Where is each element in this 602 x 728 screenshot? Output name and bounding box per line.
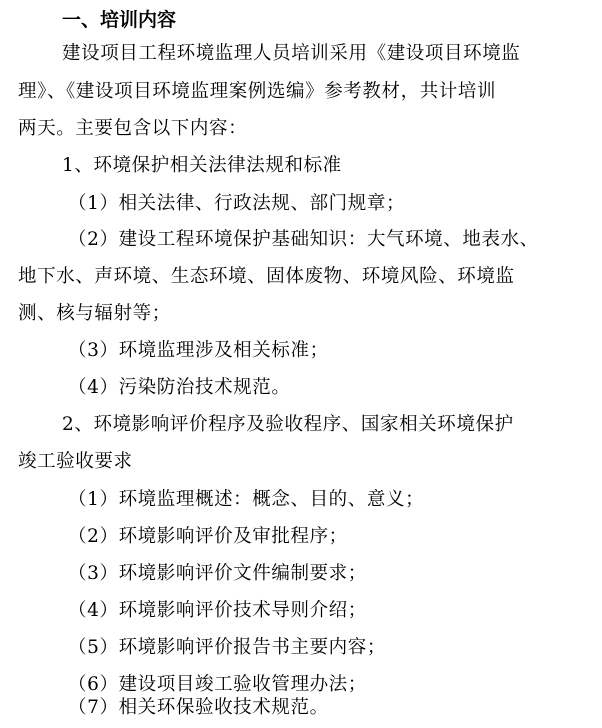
- section-heading: 一、培训内容: [62, 9, 177, 31]
- part2-item-4: （4）环境影响评价技术导则介绍；: [68, 600, 367, 621]
- part1-item-4: （4）污染防治技术规范。: [68, 377, 291, 398]
- part1-item-2-line-1: （2）建设工程环境保护基础知识：大气环境、地表水、: [68, 229, 539, 250]
- part2-item-5: （5）环境影响评价报告书主要内容；: [68, 637, 386, 658]
- part2-item-1: （1）环境监理概述：概念、目的、意义；: [68, 489, 425, 510]
- part1-item-2-line-3: 测、核与辐射等；: [18, 303, 171, 324]
- intro-line-1: 建设项目工程环境监理人员培训采用《建设项目环境监: [62, 43, 521, 64]
- part2-item-2: （2）环境影响评价及审批程序；: [68, 526, 348, 547]
- part2-title-line-1: 2、环境影响评价程序及验收程序、国家相关环境保护: [62, 414, 514, 435]
- intro-line-3: 两天。主要包含以下内容：: [18, 118, 248, 139]
- part2-item-3: （3）环境影响评价文件编制要求；: [68, 563, 367, 584]
- part1-item-1: （1）相关法律、行政法规、部门规章；: [68, 193, 406, 214]
- part2-item-6: （6）建设项目竣工验收管理办法；: [68, 674, 367, 695]
- part1-item-2-line-2: 地下水、声环境、生态环境、固体废物、环境风险、环境监: [18, 266, 515, 287]
- part1-item-3: （3）环境监理涉及相关标准；: [68, 340, 329, 361]
- part1-title: 1、环境保护相关法律法规和标准: [62, 155, 342, 176]
- part2-item-7: （7）相关环保验收技术规范。: [68, 697, 329, 718]
- intro-line-2: 理》、《建设项目环境监理案例选编》参考教材，共计培训: [18, 81, 497, 102]
- part2-title-line-2: 竣工验收要求: [18, 451, 133, 472]
